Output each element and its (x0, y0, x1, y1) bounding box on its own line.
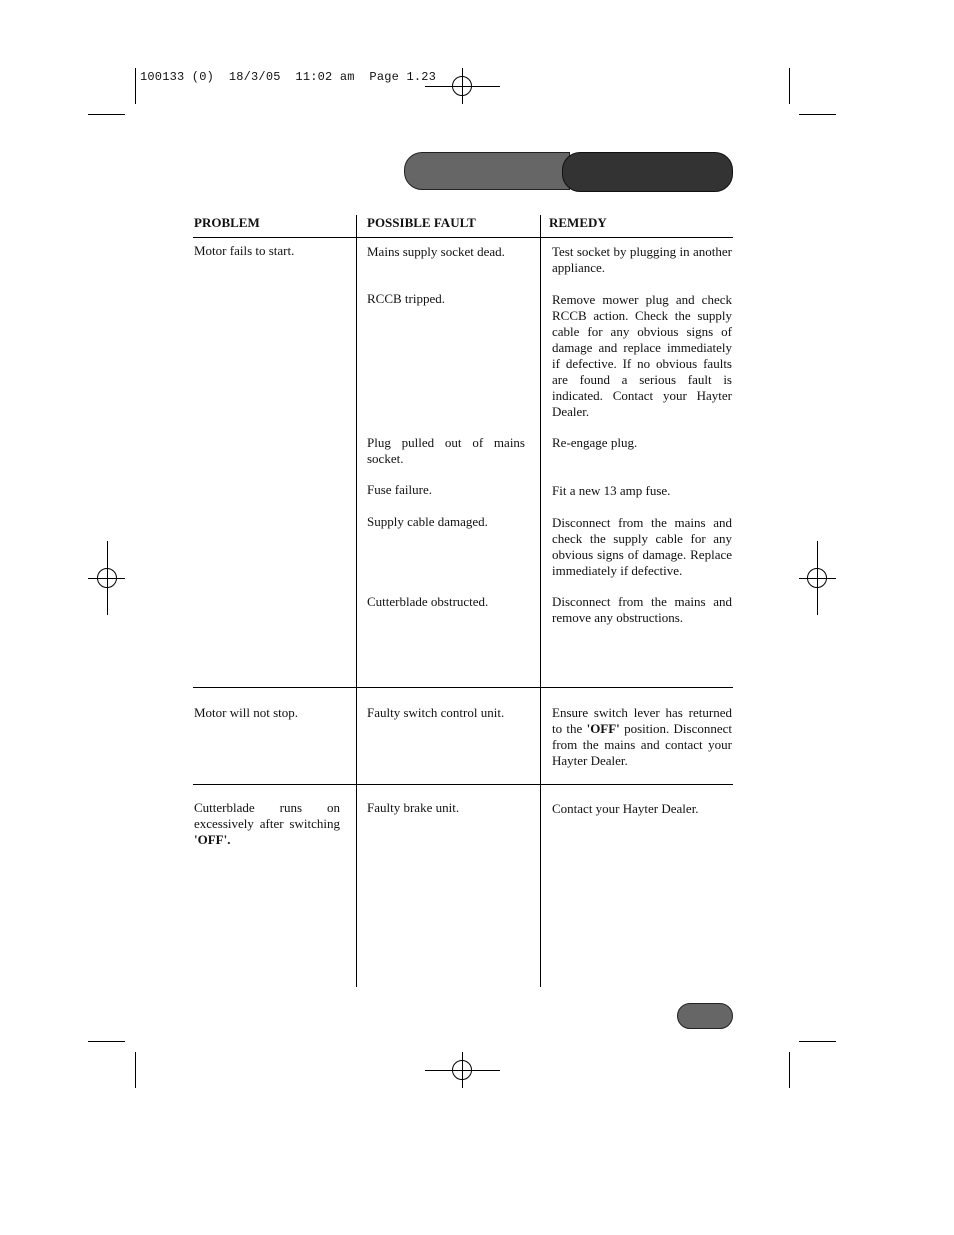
fault-cell: Faulty brake unit. (367, 800, 460, 815)
problem-motor-fails: Motor fails to start. (194, 243, 295, 258)
remedy-cell: Ensure switch lever has returned to the 'OFF' position. Disconnect from the mains and contact your Hayter Dealer. (552, 705, 732, 768)
off-label: 'OFF'. (194, 832, 231, 847)
header-tab-left (404, 152, 570, 190)
fault-cell: Cutterblade obstructed. (367, 594, 489, 609)
remedy-cell: Fit a new 13 amp fuse. (552, 483, 671, 498)
page-number-badge (677, 1003, 733, 1029)
fault-cell: Supply cable damaged. (367, 514, 488, 529)
remedy-cell: Remove mower plug and check RCCB action. Check the supply cable for any obvious signs of damage and replace immediately if defective. If no obvious faults are found a serious fault is indicated. Contact your Hayter Dealer. (552, 292, 732, 419)
fault-cell: RCCB tripped. (367, 291, 446, 306)
remedy-cell: Disconnect from the mains and check the supply cable for any obvious signs of damage. Replace immediately if defective. (552, 515, 732, 578)
problem-cutterblade-runs-on: Cutterblade runs on excessively after switching 'OFF'. (194, 800, 340, 847)
remedy-cell: Contact your Hayter Dealer. (552, 801, 699, 816)
header-problem: PROBLEM (194, 215, 260, 230)
fault-cell: Plug pulled out of mains socket. (367, 435, 525, 466)
print-slug: 100133 (0) 18/3/05 11:02 am Page 1.23 (140, 70, 437, 84)
remedy-cell: Test socket by plugging in another appliance. (552, 244, 732, 275)
header-possible-fault: POSSIBLE FAULT (367, 215, 476, 230)
remedy-cell: Disconnect from the mains and remove any obstructions. (552, 594, 732, 625)
fault-cell: Fuse failure. (367, 482, 432, 497)
fault-cell: Mains supply socket dead. (367, 244, 505, 259)
header-remedy: REMEDY (549, 215, 607, 230)
problem-motor-will-not-stop: Motor will not stop. (194, 705, 299, 720)
remedy-cell: Re-engage plug. (552, 435, 638, 450)
header-tab-right (562, 152, 733, 192)
fault-cell: Faulty switch control unit. (367, 705, 505, 720)
off-label: 'OFF' (586, 721, 620, 736)
